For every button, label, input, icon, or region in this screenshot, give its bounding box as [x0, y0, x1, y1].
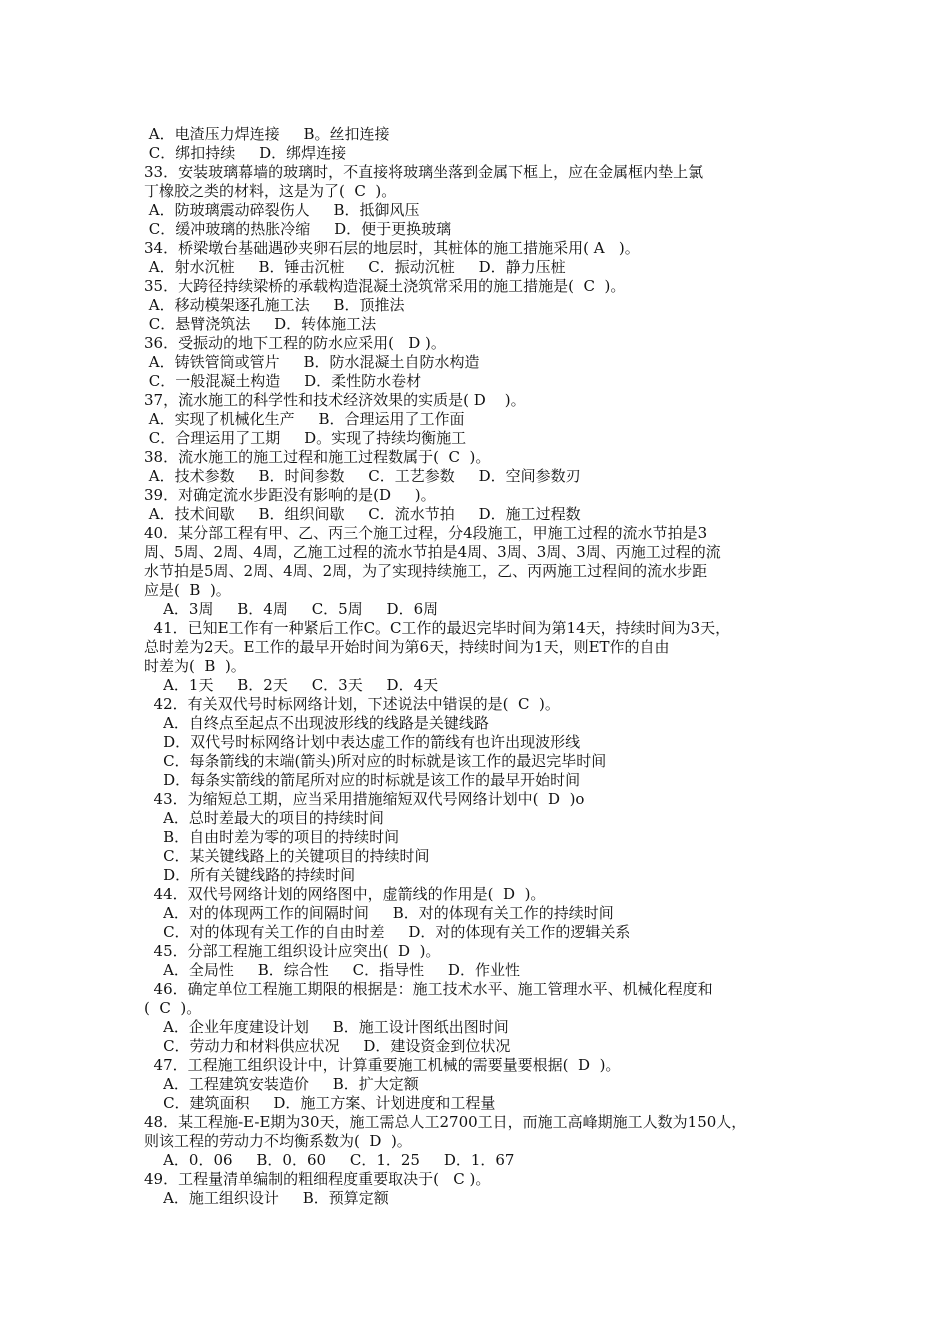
text-line: A．施工组织设计 B．预算定额: [144, 1189, 389, 1207]
text-line: A．电渣压力焊连接 B。丝扣连接: [144, 125, 390, 143]
text-line: 47．工程施工组织设计中，计算重要施工机械的需要量要根据( D )。: [144, 1056, 621, 1074]
text-line: A．射水沉桩 B．锤击沉桩 C．振动沉桩 D．静力压桩: [144, 258, 566, 276]
text-line: A．实现了机械化生产 B．合理运用了工作面: [144, 410, 465, 428]
text-line: A．移动模架逐孔施工法 B．顶推法: [144, 296, 405, 314]
text-line: ( C )。: [144, 999, 202, 1017]
text-line: 41．已知E工作有一种紧后工作C。C工作的最迟完毕时间为第14天，持续时间为3天，: [144, 619, 731, 637]
text-line: 49．工程量清单编制的粗细程度重要取决于( C )。: [144, 1170, 491, 1188]
text-line: C．一般混凝土构造 D．柔性防水卷材: [144, 372, 422, 390]
text-line: 总时差为2天。E工作的最早开始时间为第6天，持续时间为1天，则ET作的自由: [144, 638, 670, 656]
text-line: 44．双代号网络计划的网络图中，虚箭线的作用是( D )。: [144, 885, 546, 903]
text-line: 36．受振动的地下工程的防水应采用( D )。: [144, 334, 446, 352]
text-line: A．防玻璃震动碎裂伤人 B．抵御风压: [144, 201, 420, 219]
text-line: 38．流水施工的施工过程和施工过程数属于( C )。: [144, 448, 491, 466]
text-line: A．自终点至起点不出现波形线的线路是关键线路: [144, 714, 489, 732]
document-body: [144, 125, 824, 1208]
text-line: C．每条箭线的末端(箭头)所对应的时标就是该工作的最迟完毕时间: [144, 752, 607, 770]
text-line: C．悬臂浇筑法 D．转体施工法: [144, 315, 377, 333]
text-line: 丁橡胶之类的材料，这是为了( C )。: [144, 182, 397, 200]
text-line: D．所有关键线路的持续时间: [144, 866, 356, 884]
text-line: C．绑扣持续 D．绑焊连接: [144, 144, 347, 162]
text-line: 37，流水施工的科学性和技术经济效果的实质是( D )。: [144, 391, 526, 409]
text-line: A．总时差最大的项目的持续时间: [144, 809, 384, 827]
text-line: B．自由时差为零的项目的持续时间: [144, 828, 400, 846]
text-line: D．双代号时标网络计划中表达虚工作的箭线有也许出现波形线: [144, 733, 581, 751]
text-line: C．劳动力和材料供应状况 D．建设资金到位状况: [144, 1037, 511, 1055]
text-line: 39．对确定流水步距没有影响的是(D )。: [144, 486, 436, 504]
text-line: C．缓冲玻璃的热胀冷缩 D．便于更换玻璃: [144, 220, 452, 238]
text-line: C．对的体现有关工作的自由时差 D．对的体现有关工作的逻辑关系: [144, 923, 631, 941]
text-line: A．铸铁管筒或管片 B．防水混凝土自防水构造: [144, 353, 480, 371]
text-line: A．全局性 B．综合性 C．指导性 D．作业性: [144, 961, 520, 979]
text-line: 43．为缩短总工期，应当采用措施缩短双代号网络计划中( D )o: [144, 790, 585, 808]
text-line: 则该工程的劳动力不均衡系数为( D )。: [144, 1132, 412, 1150]
text-line: 35．大跨径持续梁桥的承载构造混凝土浇筑常采用的施工措施是( C )。: [144, 277, 626, 295]
text-line: 应是( B )。: [144, 581, 231, 599]
text-line: C．建筑面积 D．施工方案、计划进度和工程量: [144, 1094, 496, 1112]
text-line: A．0．06 B．0．60 C．1．25 D．1．67: [144, 1151, 515, 1169]
text-line: A．1天 B．2天 C．3天 D．4天: [144, 676, 439, 694]
text-line: A．企业年度建设计划 B．施工设计图纸出图时间: [144, 1018, 509, 1036]
text-line: 33．安装玻璃幕墙的玻璃时，不直接将玻璃坐落到金属下框上，应在金属框内垫上氯: [144, 163, 704, 181]
text-line: 34．桥梁墩台基础遇砂夹卵石层的地层时，其桩体的施工措施采用( A )。: [144, 239, 640, 257]
text-line: C．某关键线路上的关键项目的持续时间: [144, 847, 430, 865]
text-line: 48．某工程施-E-E期为30天，施工需总人工2700工日，而施工高峰期施工人数为150人，: [144, 1113, 747, 1131]
text-line: 水节拍是5周、2周、4周、2周，为了实现持续施工，乙、丙两施工过程间的流水步距: [144, 562, 708, 580]
text-line: 42．有关双代号时标网络计划，下述说法中错误的是( C )。: [144, 695, 560, 713]
text-line: A．工程建筑安装造价 B．扩大定额: [144, 1075, 419, 1093]
text-line: A．3周 B．4周 C．5周 D．6周: [144, 600, 439, 618]
text-line: 时差为( B )。: [144, 657, 246, 675]
text-line: A．技术参数 B．时间参数 C．工艺参数 D．空间参数刃: [144, 467, 581, 485]
text-line: A．对的体现两工作的间隔时间 B．对的体现有关工作的持续时间: [144, 904, 614, 922]
text-line: A．技术间歇 B．组织间歇 C．流水节拍 D．施工过程数: [144, 505, 581, 523]
text-line: 周、5周、2周、4周，乙施工过程的流水节拍是4周、3周、3周、3周、丙施工过程的流: [144, 543, 721, 561]
text-line: C．合理运用了工期 D。实现了持续均衡施工: [144, 429, 467, 447]
text-line: 40．某分部工程有甲、乙、丙三个施工过程，分4段施工，甲施工过程的流水节拍是3: [144, 524, 708, 542]
text-line: 46．确定单位工程施工期限的根据是：施工技术水平、施工管理水平、机械化程度和: [144, 980, 713, 998]
text-line: D．每条实箭线的箭尾所对应的时标就是该工作的最早开始时间: [144, 771, 581, 789]
text-line: 45．分部工程施工组织设计应突出( D )。: [144, 942, 441, 960]
